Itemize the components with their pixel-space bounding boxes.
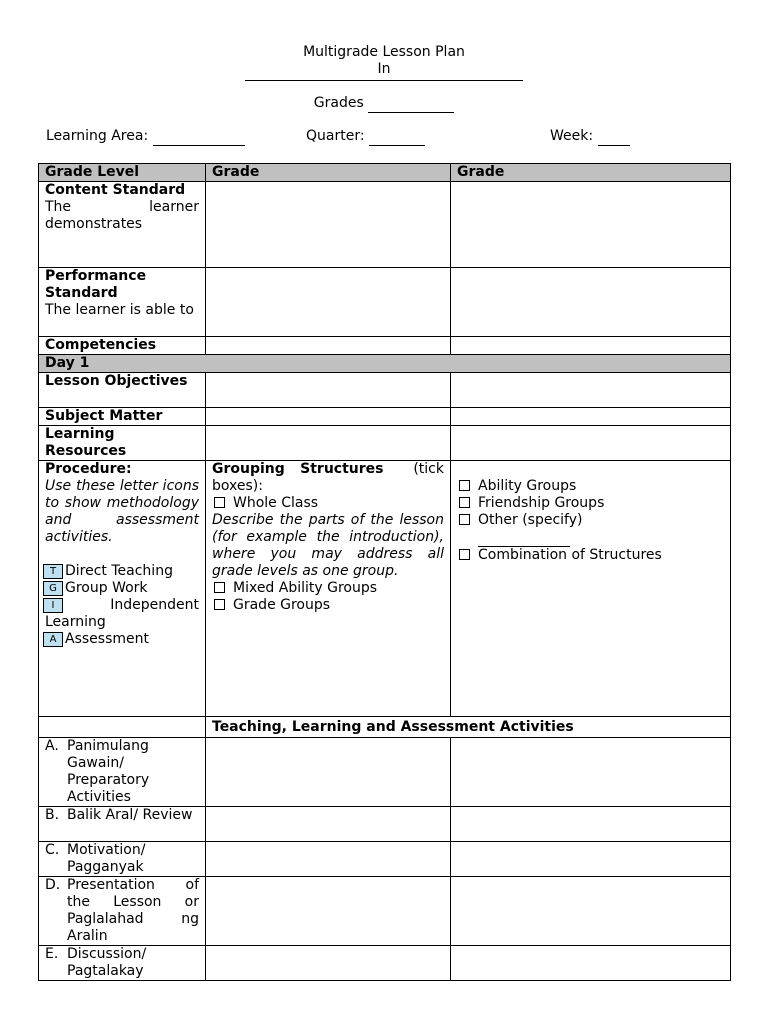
learning-area [46,128,245,146]
group-work-icon: G [43,581,63,596]
quarter-blank[interactable] [369,128,425,146]
week [550,128,630,146]
activity-e-label: E. Discussion/ Pagtalakay [39,946,206,981]
quarter-label: Quarter: [306,128,365,144]
independent-learning-icon: I [43,598,63,613]
doc-title: Multigrade Lesson Plan [303,44,465,60]
competencies-grade2-cell[interactable] [451,337,731,355]
activity-a-grade1-cell[interactable] [206,738,451,807]
performance-standard-grade1-cell[interactable] [206,268,451,337]
content-standard-grade2-cell[interactable] [451,182,731,268]
whole-class-checkbox[interactable] [214,497,225,508]
tla-header-row [39,717,731,738]
learning-resources-grade2-cell[interactable] [451,426,731,461]
activity-row-c [39,842,731,877]
other-specify-blank[interactable] [478,529,570,547]
icon-item-assessment: A Assessment [45,631,199,648]
icon-item-group-work: G Group Work [45,580,199,597]
procedure-title: Procedure: [45,461,132,477]
subject-matter-grade1-cell[interactable] [206,408,451,426]
content-standard-label: Content Standard The learner demonstrates [39,182,206,268]
subject-blank[interactable] [245,80,523,81]
grouping-cell [206,461,451,717]
icon-item-direct-teaching: T Direct Teaching [45,563,199,580]
procedure-desc: Use these letter icons to show methodology and assessment activities. [45,478,199,545]
activity-row-d [39,877,731,946]
table-header-row [39,164,731,182]
activity-b-grade1-cell[interactable] [206,807,451,842]
day-row [39,355,731,373]
option-other[interactable]: Other (specify) [457,512,724,529]
content-standard-grade1-cell[interactable] [206,182,451,268]
grade-groups-checkbox[interactable] [214,599,225,610]
grade1-header: Grade [206,164,451,182]
grade2-header: Grade [451,164,731,182]
tla-blank-cell [39,717,206,738]
other-checkbox[interactable] [459,514,470,525]
competencies-label: Competencies [39,337,206,355]
activity-d-grade2-cell[interactable] [451,877,731,946]
learning-resources-row [39,426,731,461]
activity-a-grade2-cell[interactable] [451,738,731,807]
combination-checkbox[interactable] [459,549,470,560]
subject-matter-row [39,408,731,426]
option-friendship-groups[interactable]: Friendship Groups [457,495,724,512]
day-label: Day 1 [39,355,731,373]
learning-area-label: Learning Area: [46,128,149,144]
activity-e-grade2-cell[interactable] [451,946,731,981]
grades-blank[interactable] [368,95,454,113]
grades-line [0,95,768,113]
doc-in-label: In [377,61,391,77]
competencies-grade1-cell[interactable] [206,337,451,355]
learning-area-blank[interactable] [153,128,245,146]
procedure-row [39,461,731,717]
performance-standard-grade2-cell[interactable] [451,268,731,337]
performance-standard-label: Performance Standard The learner is able to [39,268,206,337]
activity-row-a [39,738,731,807]
activity-d-grade1-cell[interactable] [206,877,451,946]
lesson-plan-table [38,163,731,981]
procedure-cell [39,461,206,717]
subject-matter-grade2-cell[interactable] [451,408,731,426]
lesson-objectives-row [39,373,731,408]
content-standard-row [39,182,731,268]
grade-level-header: Grade Level [39,164,206,182]
mixed-ability-checkbox[interactable] [214,582,225,593]
grades-label: Grades [313,95,364,111]
activity-row-b [39,807,731,842]
direct-teaching-icon: T [43,564,63,579]
friendship-groups-checkbox[interactable] [459,497,470,508]
option-ability-groups[interactable]: Ability Groups [457,478,724,495]
activity-c-label: C. Motivation/ Pagganyak [39,842,206,877]
activity-b-label: B. Balik Aral/ Review [39,807,206,842]
assessment-icon: A [43,632,63,647]
lesson-objectives-label: Lesson Objectives [39,373,206,408]
option-combination[interactable]: Combination of Structures [457,547,724,564]
ability-groups-checkbox[interactable] [459,480,470,491]
activity-row-e [39,946,731,981]
grouping-title: Grouping Structures (tick boxes): [212,461,444,494]
content-standard-desc: The learner demonstrates [45,199,199,232]
competencies-row [39,337,731,355]
grouping-options-cell [451,461,731,717]
activity-d-label: D. Presentation of the Lesson or Paglalahad ng Aralin [39,877,206,946]
option-grade-groups[interactable]: Grade Groups [212,597,444,614]
icon-item-independent-learning: I Independent Learning [45,597,199,630]
lesson-objectives-grade2-cell[interactable] [451,373,731,408]
performance-standard-desc: The learner is able to [45,302,194,318]
activity-a-label: A. Panimulang Gawain/ Preparatory Activities [39,738,206,807]
tla-header: Teaching, Learning and Assessment Activities [206,717,731,738]
activity-c-grade1-cell[interactable] [206,842,451,877]
activity-e-grade1-cell[interactable] [206,946,451,981]
performance-standard-row [39,268,731,337]
week-label: Week: [550,128,594,144]
activity-c-grade2-cell[interactable] [451,842,731,877]
quarter [306,128,425,146]
option-whole-class[interactable]: Whole Class [212,495,444,512]
lesson-objectives-grade1-cell[interactable] [206,373,451,408]
subject-matter-label: Subject Matter [39,408,206,426]
learning-resources-grade1-cell[interactable] [206,426,451,461]
activity-b-grade2-cell[interactable] [451,807,731,842]
week-blank[interactable] [598,128,630,146]
grouping-describe: Describe the parts of the lesson (for example the introduction), where you may address all grade levels as one group. [212,512,444,579]
option-mixed-ability[interactable]: Mixed Ability Groups [212,580,444,597]
learning-resources-label: Learning Resources [39,426,206,461]
